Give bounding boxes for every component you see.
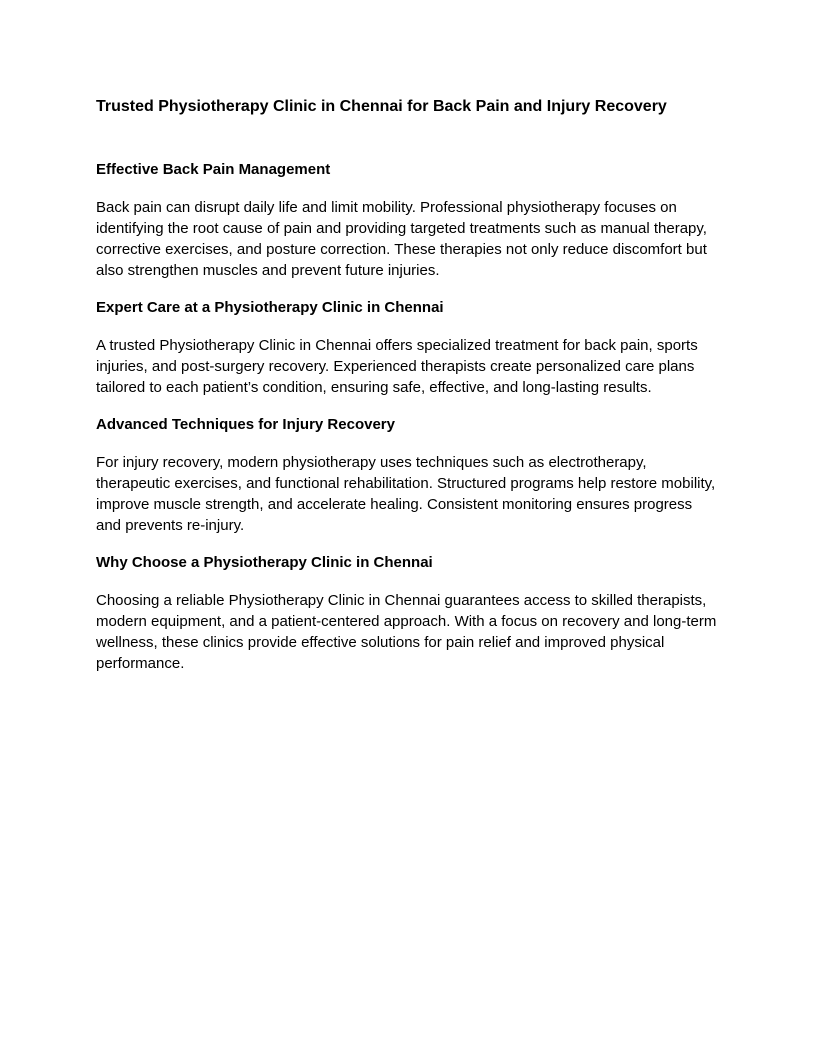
section-paragraph: Choosing a reliable Physiotherapy Clinic in Chennai guarantees access to skilled therapists, modern equipment, and a patient-centered approach. With a focus on recovery and long-term wellness, these clinics provide effective solutions for pain relief and improved physical performance. — [96, 592, 717, 672]
section-heading: Advanced Techniques for Injury Recovery — [96, 416, 395, 433]
document-title: Trusted Physiotherapy Clinic in Chennai for Back Pain and Injury Recovery — [96, 98, 667, 115]
section-heading: Why Choose a Physiotherapy Clinic in Chennai — [96, 554, 433, 571]
section-expert-care — [96, 298, 720, 398]
section-paragraph: A trusted Physiotherapy Clinic in Chennai offers specialized treatment for back pain, sports injuries, and post-surgery recovery. Experienced therapists create personalized care plans tailored to each patient’s condition, ensuring safe, effective, and long-lasting results. — [96, 337, 698, 396]
section-back-pain-management — [96, 160, 720, 281]
section-heading: Effective Back Pain Management — [96, 161, 331, 178]
section-paragraph: Back pain can disrupt daily life and limit mobility. Professional physiotherapy focuses on identifying the root cause of pain and providing targeted treatments such as manual therapy, corrective exercises, and posture correction. These therapies not only reduce discomfort but also strengthen muscles and prevent future injuries. — [96, 199, 707, 279]
document-page — [96, 96, 720, 691]
section-why-choose — [96, 553, 720, 674]
section-heading: Expert Care at a Physiotherapy Clinic in Chennai — [96, 299, 444, 316]
section-advanced-techniques — [96, 415, 720, 536]
section-paragraph: For injury recovery, modern physiotherapy uses techniques such as electrotherapy, therapeutic exercises, and functional rehabilitation. Structured programs help restore mobility, improve muscle strength, and accelerate healing. Consistent monitoring ensures progress and prevents re-injury. — [96, 454, 716, 534]
